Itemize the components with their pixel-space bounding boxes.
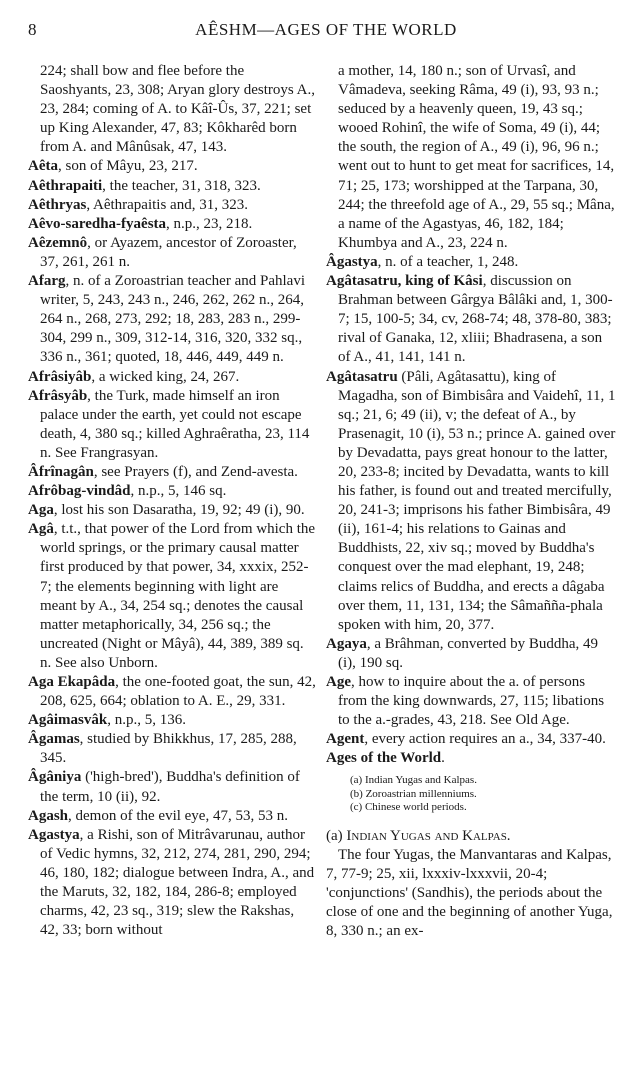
running-title: AÊSHM—AGES OF THE WORLD xyxy=(195,20,457,39)
index-entry xyxy=(28,196,316,215)
right-column xyxy=(326,62,618,942)
entry-headword: Age xyxy=(326,674,351,690)
entry-text: , demon of the evil eye, 47, 53, 53 n. xyxy=(68,807,288,824)
entry-headword: Agâtasatru, king of Kâsi xyxy=(326,273,483,290)
index-entry xyxy=(326,635,618,673)
entry-text: , n.p., 5, 146 sq. xyxy=(130,483,227,500)
index-entry xyxy=(28,520,316,673)
entry-text: a mother, 14, 180 n.; son of Urvasî, and Vâmadeva, seeking Râma, 49 (i), 93, 93 n.; seduced by a heavenly queen, 19, 43 sq.; wooed Rohinî, the wife of Soma, 49 (i), 44; the south, the region of A., 49 (i), 96, 96 n.; went out to hunt to get meat for sacrifices, 14, 71; 25, 173; worshipped at the Tarpana, 30, 244; the threefold age of A., 29, 55 sq.; Mâna, a name of the Agastyas, 46, 182, 184; Khumbya and A., 23, 224 n. xyxy=(338,63,615,251)
entry-text: , lost his son Dasaratha, 19, 92; 49 (i), 90. xyxy=(53,502,305,519)
index-entry xyxy=(28,157,316,176)
index-entry xyxy=(28,234,316,272)
entry-headword: Aêvo-saredha-fyaêsta xyxy=(28,215,167,232)
entry-headword: Afrâsyâb xyxy=(28,387,88,404)
entry-text: , t.t., that power of the Lord from which the world springs, or the primary causal matter first produced by that power, 34, xxxix, 252-7; the elements beginning with light are meant by A., 34, 254 sq.; denotes the causal matter metaphorically, 34, 256 sq.; the uncreated (Night or Mâyâ), 44, 389, 389 sq. n. See also Unborn. xyxy=(40,521,316,671)
entry-text: , or Ayazem, ancestor of Zoroaster, 37, 261, 261 n. xyxy=(40,234,297,270)
sub-list-item: (b) Zoroastrian millenniums. xyxy=(350,787,477,800)
entry-headword: Afarg xyxy=(28,273,66,290)
entry-text: , n. of a teacher, 1, 248. xyxy=(377,253,519,270)
index-entry xyxy=(28,730,316,768)
entry-headword: Âfrînagân xyxy=(28,463,94,480)
entry-text: , see Prayers (f), and Zend-avesta. xyxy=(93,463,298,480)
entry-headword: Afrôbag-vindâd xyxy=(28,483,131,500)
entry-text: , how to inquire about the a. of persons from the king downwards, 27, 115; libations to the a.-grades, 43, 218. See Old Age. xyxy=(338,674,605,729)
entry-text: , n.p., 23, 218. xyxy=(166,215,253,232)
entry-headword: Afrâsiyâb xyxy=(28,368,92,385)
index-entry xyxy=(28,387,316,463)
entry-headword: Aga Ekapâda xyxy=(28,674,116,690)
entry-headword: Âgastya xyxy=(326,253,378,270)
entry-text: , discussion on Brahman between Gârgya Bâlâki and, 1, 300-7; 15, 100-5; 34, cv, 268-74; 48, 378-80, 383; rival of Ganaka, 12, xliii; Bhadrasena, a son of A., 41, 141, 141 n. xyxy=(338,273,613,366)
entry-text: , the Turk, made himself an iron palace under the earth, yet could not escape death, 4, 380 sq.; killed Aghraêratha, 23, 114 n. See Frangrasyan. xyxy=(40,387,310,461)
index-entry xyxy=(326,253,618,272)
sub-list-item: (a) Indian Yugas and Kalpas. xyxy=(350,774,477,787)
entry-headword: Aêzemnô xyxy=(28,234,88,251)
index-entry xyxy=(326,673,618,730)
index-entry xyxy=(326,749,618,768)
entry-text: , Aêthrapaitis and, 31, 323. xyxy=(86,196,248,213)
entry-headword: Âgâniya xyxy=(28,769,82,786)
entry-headword: Aga xyxy=(28,502,54,519)
index-entry xyxy=(28,826,316,941)
page-header xyxy=(28,20,614,48)
index-entry xyxy=(28,807,316,826)
entry-headword: Agâ xyxy=(28,521,54,538)
entry-text: (Pâli, Agâtasattu), king of Magadha, son of Bimbisâra and Vaidehî, 11, 1 sq.; 21, 6; 49 (ii), v; the defeat of A., by Prasenagit, 10 (i), 53 n.; prince A. gained over by Devadatta, pays great honour to the latter, 20, 233-8; incited by Devadatta, wants to kill his father, is found out and treated mercifully, 20, 241-3; imprisons his father Bimbisâra, 49 (ii), 161-4; his relations to Gainas and Buddhists, 22, xiv sq.; moved by Buddha's conquest over the mad elephant, 19, 248; claims relics of Buddha, and erects a dâgaba over them, 11, 131, 134; the Sâmañña-phala spoken with him, 20, 377. xyxy=(338,368,616,633)
left-column xyxy=(28,62,316,940)
entry-headword: Âgamas xyxy=(28,731,80,748)
index-entry xyxy=(326,730,618,749)
entry-text: ('high-bred'), Buddha's definition of the term, 10 (ii), 92. xyxy=(40,769,300,805)
index-entry xyxy=(28,177,316,196)
entry-headword: Agaya xyxy=(326,635,367,652)
index-entry xyxy=(28,368,316,387)
index-entry xyxy=(326,62,618,253)
index-entry xyxy=(28,768,316,806)
entry-text: . xyxy=(441,750,445,767)
right-entries xyxy=(326,62,618,768)
index-entry xyxy=(28,673,316,711)
section-title: Indian Yugas and Kalpas. xyxy=(346,827,511,844)
index-entry xyxy=(28,501,316,520)
ages-sub-list xyxy=(326,774,618,815)
entry-text: , a wicked king, 24, 267. xyxy=(91,368,240,385)
entry-headword: Agastya xyxy=(28,826,80,843)
entry-headword: Aêta xyxy=(28,158,58,175)
index-entry xyxy=(28,711,316,730)
entry-headword: Agash xyxy=(28,807,69,824)
entry-text: , n.p., 5, 136. xyxy=(107,712,186,729)
entry-text: , the one-footed goat, the sun, 42, 208, 625, 664; oblation to A. E., 29, 331. xyxy=(40,674,316,710)
entry-text: , a Brâhman, converted by Buddha, 49 (i), 190 sq. xyxy=(338,635,599,671)
section-heading xyxy=(326,827,618,846)
index-entry xyxy=(28,482,316,501)
entry-headword: Agâimasvâk xyxy=(28,712,108,729)
page-number: 8 xyxy=(28,20,37,39)
index-entry xyxy=(326,368,618,635)
entry-headword: Ages of the World xyxy=(326,750,442,767)
index-entry xyxy=(28,215,316,234)
index-entry xyxy=(28,463,316,482)
entry-text: 224; shall bow and flee before the Saoshyants, 23, 308; Aryan glory destroys A., 23, 284; coming of A. to Kâî-Ûs, 37, 221; set up King Alexander, 47, 83; Kôkharêd born from A. and Mânûsak, 47, 143. xyxy=(40,63,315,156)
index-entry xyxy=(326,272,618,367)
sub-list-item: (c) Chinese world periods. xyxy=(350,801,467,814)
section-text: The four Yugas, the Manvantaras and Kalpas, 7, 77-9; 25, xii, lxxxiv-lxxxvii, 20-4; 'conjunctions' (Sandhis), the periods about the close of one and the beginning of another Yuga, 8, 330 n.; an ex- xyxy=(326,847,613,940)
entry-text: , every action requires an a., 34, 337-40. xyxy=(364,731,606,748)
entry-headword: Agent xyxy=(326,731,365,748)
section-label: (a) xyxy=(326,827,347,844)
entry-text: , son of Mâyu, 23, 217. xyxy=(58,158,198,175)
entry-headword: Agâtasatru xyxy=(326,368,398,385)
index-entry xyxy=(28,62,316,157)
entry-text: , studied by Bhikkhus, 17, 285, 288, 345. xyxy=(40,731,297,767)
entry-headword: Aêthryas xyxy=(28,196,87,213)
entry-text: , a Rishi, son of Mitrâvarunau, author of Vedic hymns, 32, 212, 274, 281, 290, 294; 46, 180, 182; dialogue between Indra, A., and the Maruts, 32, 182, 184, 286-8; employed charms, 42, 23 sq., 319; slew the Rakshas, 42, 33; born without xyxy=(40,826,315,939)
entry-text: , n. of a Zoroastrian teacher and Pahlavi writer, 5, 243, 243 n., 246, 262, 262 n., 264, 264 n., 268, 273, 292; 18, 283, 283 n., 299-304, 299 n., 309, 312-14, 316, 320, 332 sq., 336 n., 361; quoted, 18, 446, 449, 449 n. xyxy=(40,273,305,366)
entry-text: , the teacher, 31, 318, 323. xyxy=(102,177,261,194)
entry-headword: Aêthrapaiti xyxy=(28,177,103,194)
index-entry xyxy=(28,272,316,367)
